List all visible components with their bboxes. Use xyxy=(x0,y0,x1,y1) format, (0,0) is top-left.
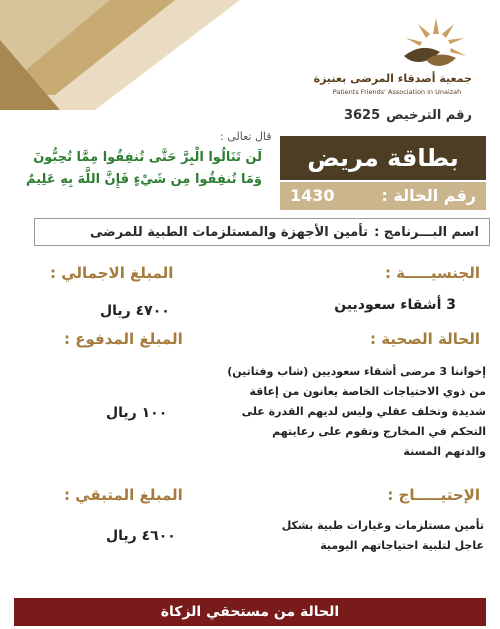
nationality-value: 3 أشقاء سعوديين xyxy=(334,297,456,313)
health-status-label: الحالة الصحية : xyxy=(370,330,480,348)
health-line: إخواننا 3 مرضى أشقاء سعوديين (شاب وفتاتين) xyxy=(227,365,486,378)
need-label: الإحتيـــــاج : xyxy=(387,486,480,504)
need-line: تأمين مستلزمات وغيارات طبية بشكل xyxy=(281,519,484,532)
case-number-bar xyxy=(280,182,486,210)
health-status-description xyxy=(206,362,486,462)
program-value: تأمين الأجهزة والمستلزمات الطبية للمرضى xyxy=(90,224,369,240)
need-line: عاجل لتلبية احتياجاتهم اليومية xyxy=(320,539,484,552)
zakat-eligible-banner: الحالة من مستحقي الزكاة xyxy=(14,598,486,626)
health-line: والدتهم المسنة xyxy=(403,445,486,458)
remaining-amount-value: ٤٦٠٠ ريال xyxy=(106,528,176,544)
nationality-label: الجنسيـــــة : xyxy=(384,264,480,282)
case-number-label: رقم الحالة : xyxy=(381,186,476,205)
paid-amount-label: المبلغ المدفوع : xyxy=(64,330,183,348)
total-amount-value: ٤٧٠٠ ريال xyxy=(100,303,170,319)
license-value: 3625 xyxy=(343,108,381,123)
license-number xyxy=(338,108,472,123)
card-title: بطاقة مريض xyxy=(280,136,486,180)
association-name-arabic: جمعية أصدقاء المرضى بعنيزة xyxy=(313,72,472,85)
health-line: من ذوي الاحتياجات الخاصة يعانون من إعاقة xyxy=(249,385,486,398)
remaining-amount-label: المبلغ المتبقي : xyxy=(64,486,183,504)
program-row xyxy=(34,218,490,246)
program-label: اسم البـــرنامج : xyxy=(374,224,479,240)
corner-decoration xyxy=(0,0,240,110)
license-label: رقم الترخيص xyxy=(386,108,472,123)
verse-intro: قال تعالى : xyxy=(220,130,272,143)
association-name-english: Patients Friends' Association in Unaizah xyxy=(332,88,462,96)
case-number-value: 1430 xyxy=(290,186,335,205)
total-amount-label: المبلغ الاجمالي : xyxy=(50,264,174,282)
health-line: التحكم في المخارج وتقوم على رعايتهم xyxy=(272,425,486,438)
paid-amount-value: ١٠٠ ريال xyxy=(106,405,168,421)
association-logo-icon xyxy=(376,16,472,74)
verse-line-2: وَمَا تُنفِقُوا مِن شَيْءٍ فَإِنَّ اللَّهَ بِهِ عَلِيمٌ xyxy=(26,172,262,187)
verse-line-1: لَن تَنَالُوا الْبِرَّ حَتَّى تُنفِقُوا مِمَّا تُحِبُّونَ xyxy=(33,150,262,165)
health-line: شديدة وتخلف عقلي وليس لديهم القدرة على xyxy=(241,405,486,418)
need-description xyxy=(234,516,484,556)
